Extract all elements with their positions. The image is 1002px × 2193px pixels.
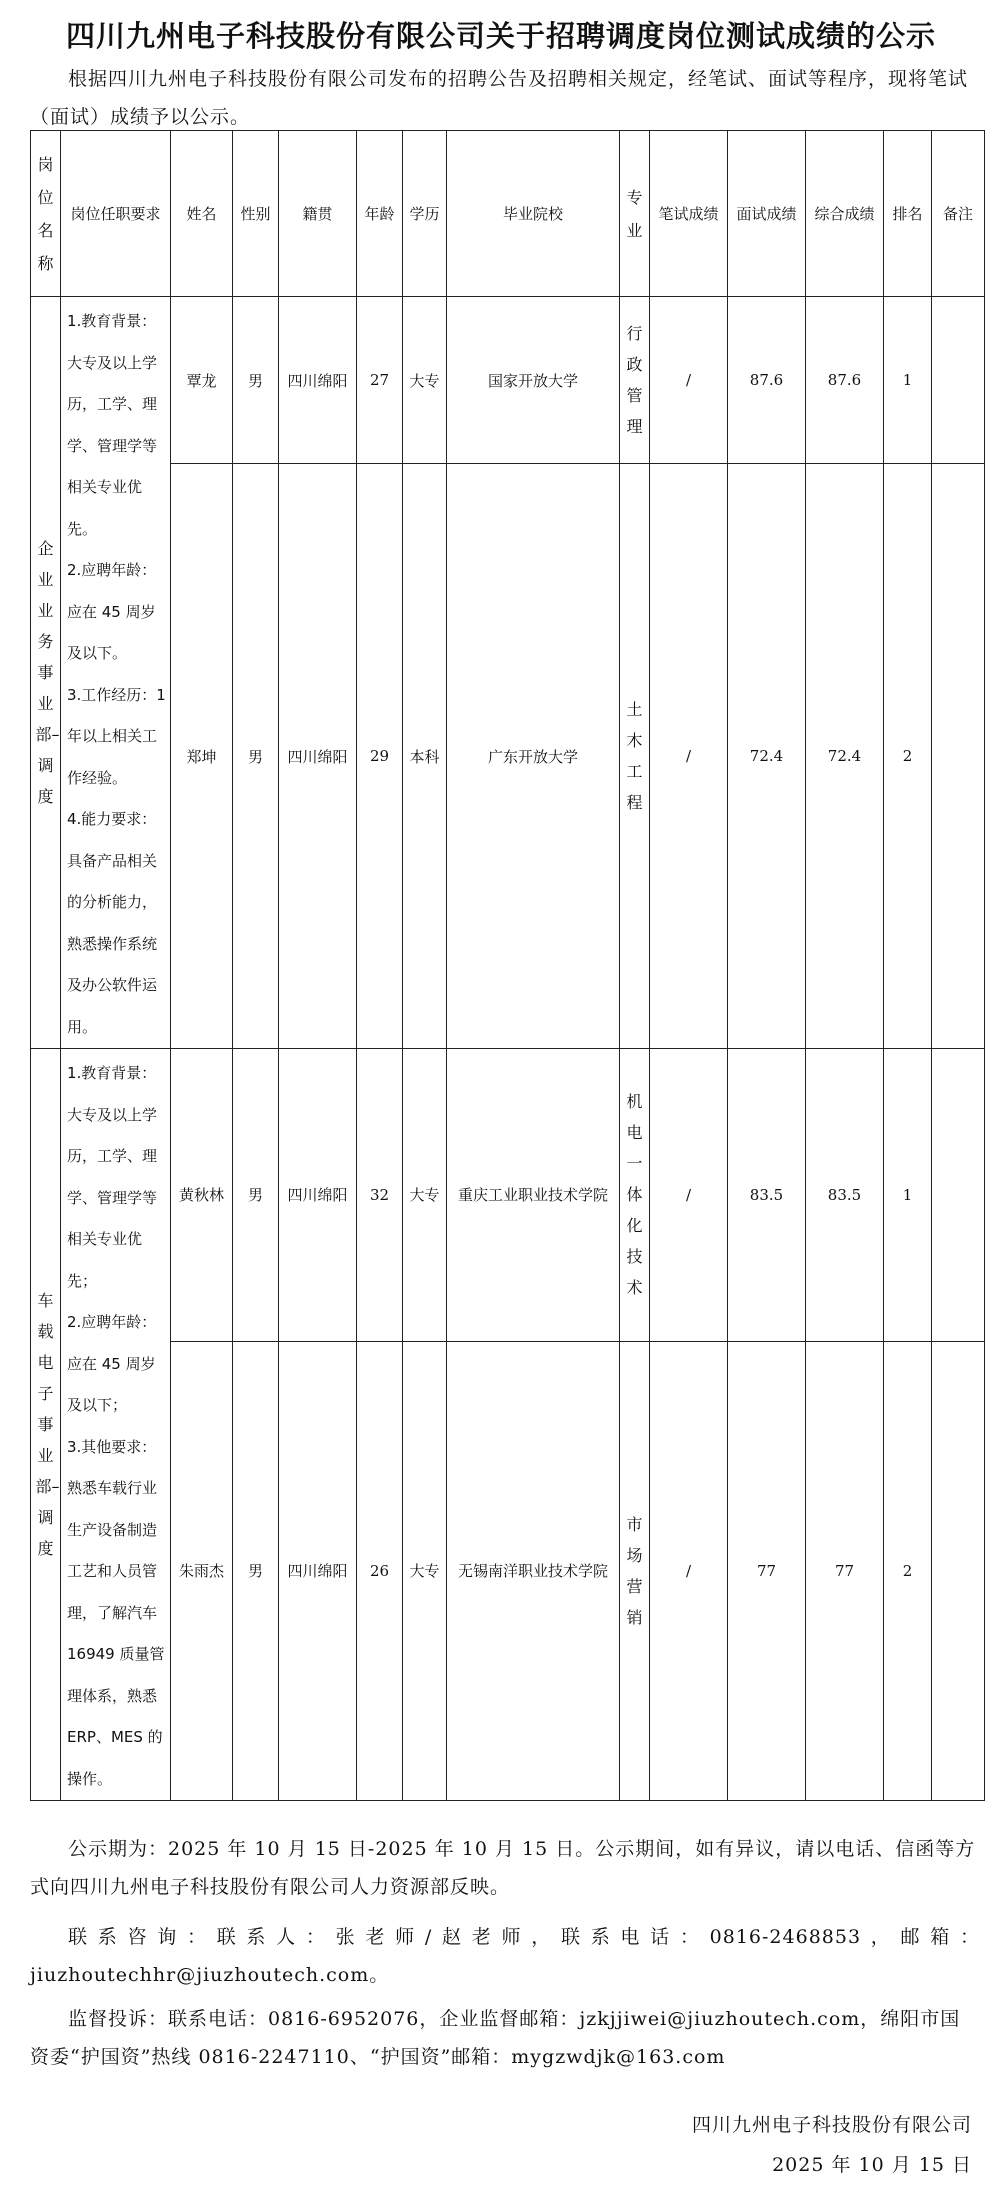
table-row — [31, 1049, 985, 1342]
written-score-cell: / — [650, 297, 728, 464]
total-score-cell: 77 — [806, 1341, 884, 1800]
origin-cell: 四川绵阳 — [279, 1049, 357, 1342]
total-score-cell: 72.4 — [806, 464, 884, 1049]
header-requirements: 岗位任职要求 — [61, 131, 171, 297]
table-header-row — [31, 131, 985, 297]
notice-date: 2025 年 10 月 15 日 — [772, 2154, 972, 2176]
age-cell: 27 — [357, 297, 403, 464]
page-title: 四川九州电子科技股份有限公司关于招聘调度岗位测试成绩的公示 — [65, 19, 936, 53]
education-cell: 大专 — [403, 297, 447, 464]
position-cell: 车载电子事业部–调度 — [31, 1049, 61, 1801]
written-score-cell: / — [650, 464, 728, 1049]
table-row — [31, 464, 985, 1049]
education-cell: 大专 — [403, 1049, 447, 1342]
rank-cell: 2 — [884, 1341, 932, 1800]
header-school: 毕业院校 — [447, 131, 620, 297]
notice-period: 公示期为：2025 年 10 月 15 日-2025 年 10 月 15 日。公示期间，如有异议，请以电话、信函等方式向四川九州电子科技股份有限公司人力资源部反映。 — [30, 1838, 976, 1898]
header-position: 岗位名称 — [31, 131, 61, 297]
remark-cell — [932, 1049, 985, 1342]
table-row — [31, 297, 985, 464]
school-cell: 广东开放大学 — [447, 464, 620, 1049]
gender-cell: 男 — [233, 464, 279, 1049]
name-cell: 黄秋林 — [171, 1049, 233, 1342]
education-cell: 本科 — [403, 464, 447, 1049]
major-cell: 机电一体化技术 — [620, 1049, 650, 1342]
major-cell: 市场营销 — [620, 1341, 650, 1800]
rank-cell: 1 — [884, 1049, 932, 1342]
gender-cell: 男 — [233, 297, 279, 464]
gender-cell: 男 — [233, 1049, 279, 1342]
header-education: 学历 — [403, 131, 447, 297]
requirements-cell: 1.教育背景：大专及以上学历，工学、理学、管理学等相关专业优先。 2.应聘年龄：应在 45 周岁及以下。 3.工作经历：1 年以上相关工作经验。 4.能力要求：具备产品相关的分析能力，熟悉操作系统及办公软件运用。 — [61, 297, 171, 1049]
school-cell: 国家开放大学 — [447, 297, 620, 464]
header-rank: 排名 — [884, 131, 932, 297]
gender-cell: 男 — [233, 1341, 279, 1800]
origin-cell: 四川绵阳 — [279, 464, 357, 1049]
requirements-cell: 1.教育背景：大专及以上学历，工学、理学、管理学等相关专业优先； 2.应聘年龄：应在 45 周岁及以下； 3.其他要求：熟悉车载行业生产设备制造工艺和人员管理，了解汽车 16949 质量管理体系，熟悉 ERP、MES 的操作。 — [61, 1049, 171, 1801]
remark-cell — [932, 1341, 985, 1800]
written-score-cell: / — [650, 1049, 728, 1342]
total-score-cell: 87.6 — [806, 297, 884, 464]
rank-cell: 1 — [884, 297, 932, 464]
header-written: 笔试成绩 — [650, 131, 728, 297]
header-gender: 性别 — [233, 131, 279, 297]
interview-score-cell: 77 — [728, 1341, 806, 1800]
supervision-info: 监督投诉：联系电话：0816-6952076，企业监督邮箱：jzkjjiwei@jiuzhoutech.com，绵阳市国资委“护国资”热线 0816-2247110、“护国资”邮箱：mygzwdjk@163.com — [30, 2008, 961, 2068]
header-total: 综合成绩 — [806, 131, 884, 297]
intro-paragraph: 根据四川九州电子科技股份有限公司发布的招聘公告及招聘相关规定，经笔试、面试等程序，现将笔试（面试）成绩予以公示。 — [30, 68, 969, 128]
name-cell: 覃龙 — [171, 297, 233, 464]
company-signature: 四川九州电子科技股份有限公司 — [691, 2114, 972, 2136]
remark-cell — [932, 297, 985, 464]
written-score-cell: / — [650, 1341, 728, 1800]
major-cell: 行政管理 — [620, 297, 650, 464]
position-cell: 企业业务事业部–调度 — [31, 297, 61, 1049]
name-cell: 朱雨杰 — [171, 1341, 233, 1800]
age-cell: 32 — [357, 1049, 403, 1342]
major-cell: 土木工程 — [620, 464, 650, 1049]
header-age: 年龄 — [357, 131, 403, 297]
education-cell: 大专 — [403, 1341, 447, 1800]
origin-cell: 四川绵阳 — [279, 297, 357, 464]
header-origin: 籍贯 — [279, 131, 357, 297]
origin-cell: 四川绵阳 — [279, 1341, 357, 1800]
results-table — [30, 130, 985, 1801]
header-remark: 备注 — [932, 131, 985, 297]
header-major: 专业 — [620, 131, 650, 297]
school-cell: 无锡南洋职业技术学院 — [447, 1341, 620, 1800]
school-cell: 重庆工业职业技术学院 — [447, 1049, 620, 1342]
total-score-cell: 83.5 — [806, 1049, 884, 1342]
rank-cell: 2 — [884, 464, 932, 1049]
contact-info: 联系咨询：联系人：张老师/赵老师，联系电话：0816-2468853，邮箱：jiuzhoutechhr@jiuzhoutech.com。 — [30, 1926, 980, 1986]
age-cell: 29 — [357, 464, 403, 1049]
interview-score-cell: 87.6 — [728, 297, 806, 464]
table-row — [31, 1341, 985, 1800]
remark-cell — [932, 464, 985, 1049]
header-interview: 面试成绩 — [728, 131, 806, 297]
age-cell: 26 — [357, 1341, 403, 1800]
interview-score-cell: 72.4 — [728, 464, 806, 1049]
interview-score-cell: 83.5 — [728, 1049, 806, 1342]
name-cell: 郑坤 — [171, 464, 233, 1049]
header-name: 姓名 — [171, 131, 233, 297]
